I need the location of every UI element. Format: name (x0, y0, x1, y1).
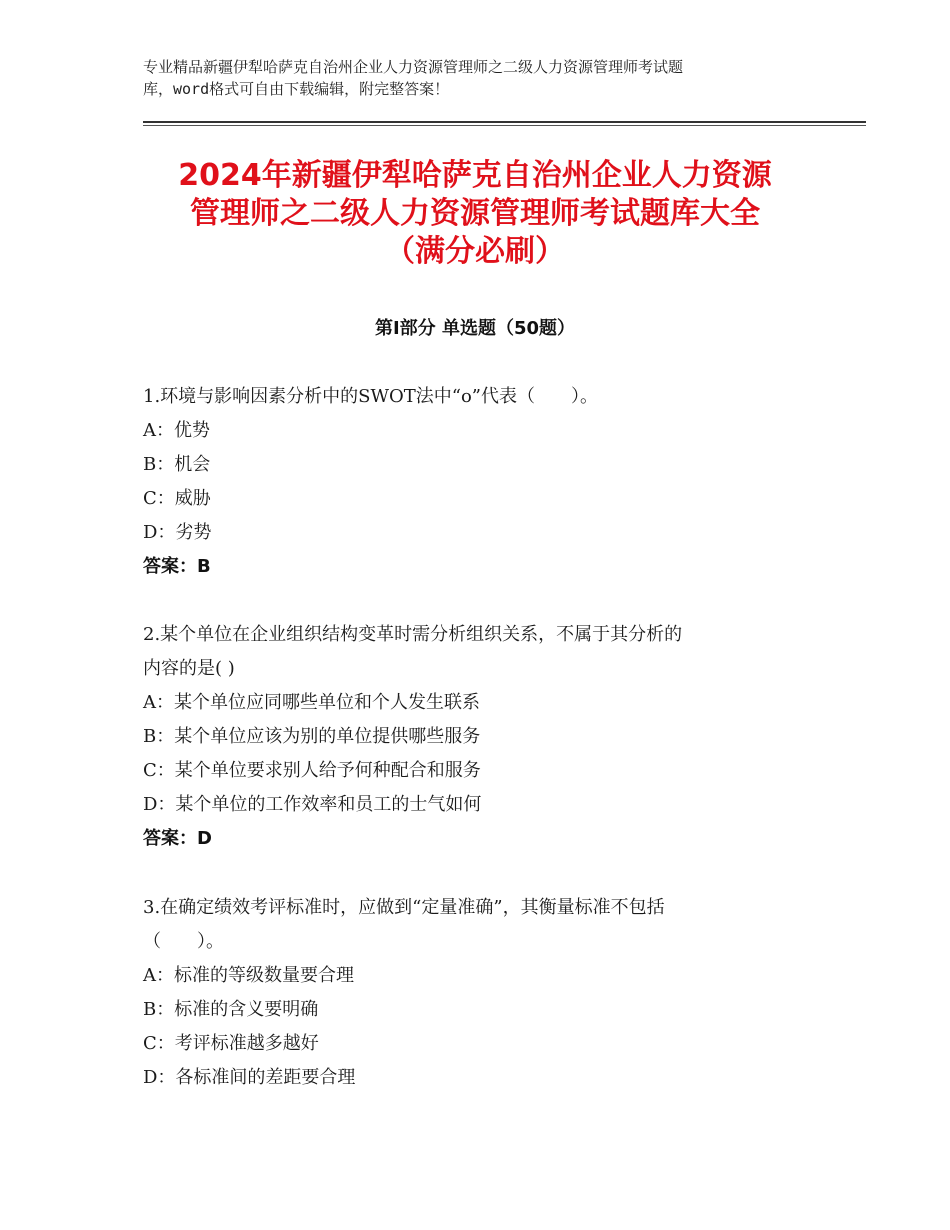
option-a: A：标准的等级数量要合理 (143, 965, 354, 986)
header-divider-thin (143, 125, 866, 126)
option-a: A：优势 (143, 420, 210, 441)
question-stem-continued: （ ）。 (143, 931, 224, 952)
answer: 答案：B (143, 556, 211, 577)
title-line-1: 2024年新疆伊犁哈萨克自治州企业人力资源 (178, 158, 772, 193)
question-1 (143, 380, 823, 584)
document-title (100, 157, 850, 271)
header-note-line-1: 专业精品新疆伊犁哈萨克自治州企业人力资源管理师之二级人力资源管理师考试题 (143, 58, 684, 76)
header-note-line-2: 库，word格式可自由下载编辑，附完整答案！ (143, 80, 450, 98)
question-stem: 1.环境与影响因素分析中的SWOT法中“o”代表（ ）。 (143, 386, 599, 407)
title-line-3: （满分必刷） (385, 234, 565, 269)
option-c: C：威胁 (143, 488, 211, 509)
option-b: B：某个单位应该为别的单位提供哪些服务 (143, 726, 481, 747)
question-stem: 3.在确定绩效考评标准时，应做到“定量准确”，其衡量标准不包括 (143, 897, 665, 918)
question-3 (143, 891, 823, 1095)
section-heading: 第Ⅰ部分 单选题（50题） (374, 318, 575, 339)
title-line-2: 管理师之二级人力资源管理师考试题库大全 (190, 196, 760, 231)
option-c: C：考评标准越多越好 (143, 1033, 319, 1054)
option-c: C：某个单位要求别人给予何种配合和服务 (143, 760, 481, 781)
option-b: B：机会 (143, 454, 211, 475)
question-2 (143, 618, 823, 856)
option-d: D：各标准间的差距要合理 (143, 1067, 356, 1088)
option-a: A：某个单位应同哪些单位和个人发生联系 (143, 692, 480, 713)
question-stem-continued: 内容的是( ) (143, 658, 235, 679)
option-d: D：某个单位的工作效率和员工的士气如何 (143, 794, 482, 815)
header-divider-thick (143, 121, 866, 123)
header-note (143, 56, 823, 100)
option-b: B：标准的含义要明确 (143, 999, 319, 1020)
question-stem: 2.某个单位在企业组织结构变革时需分析组织关系，不属于其分析的 (143, 624, 683, 645)
answer: 答案：D (143, 828, 212, 849)
option-d: D：劣势 (143, 522, 212, 543)
